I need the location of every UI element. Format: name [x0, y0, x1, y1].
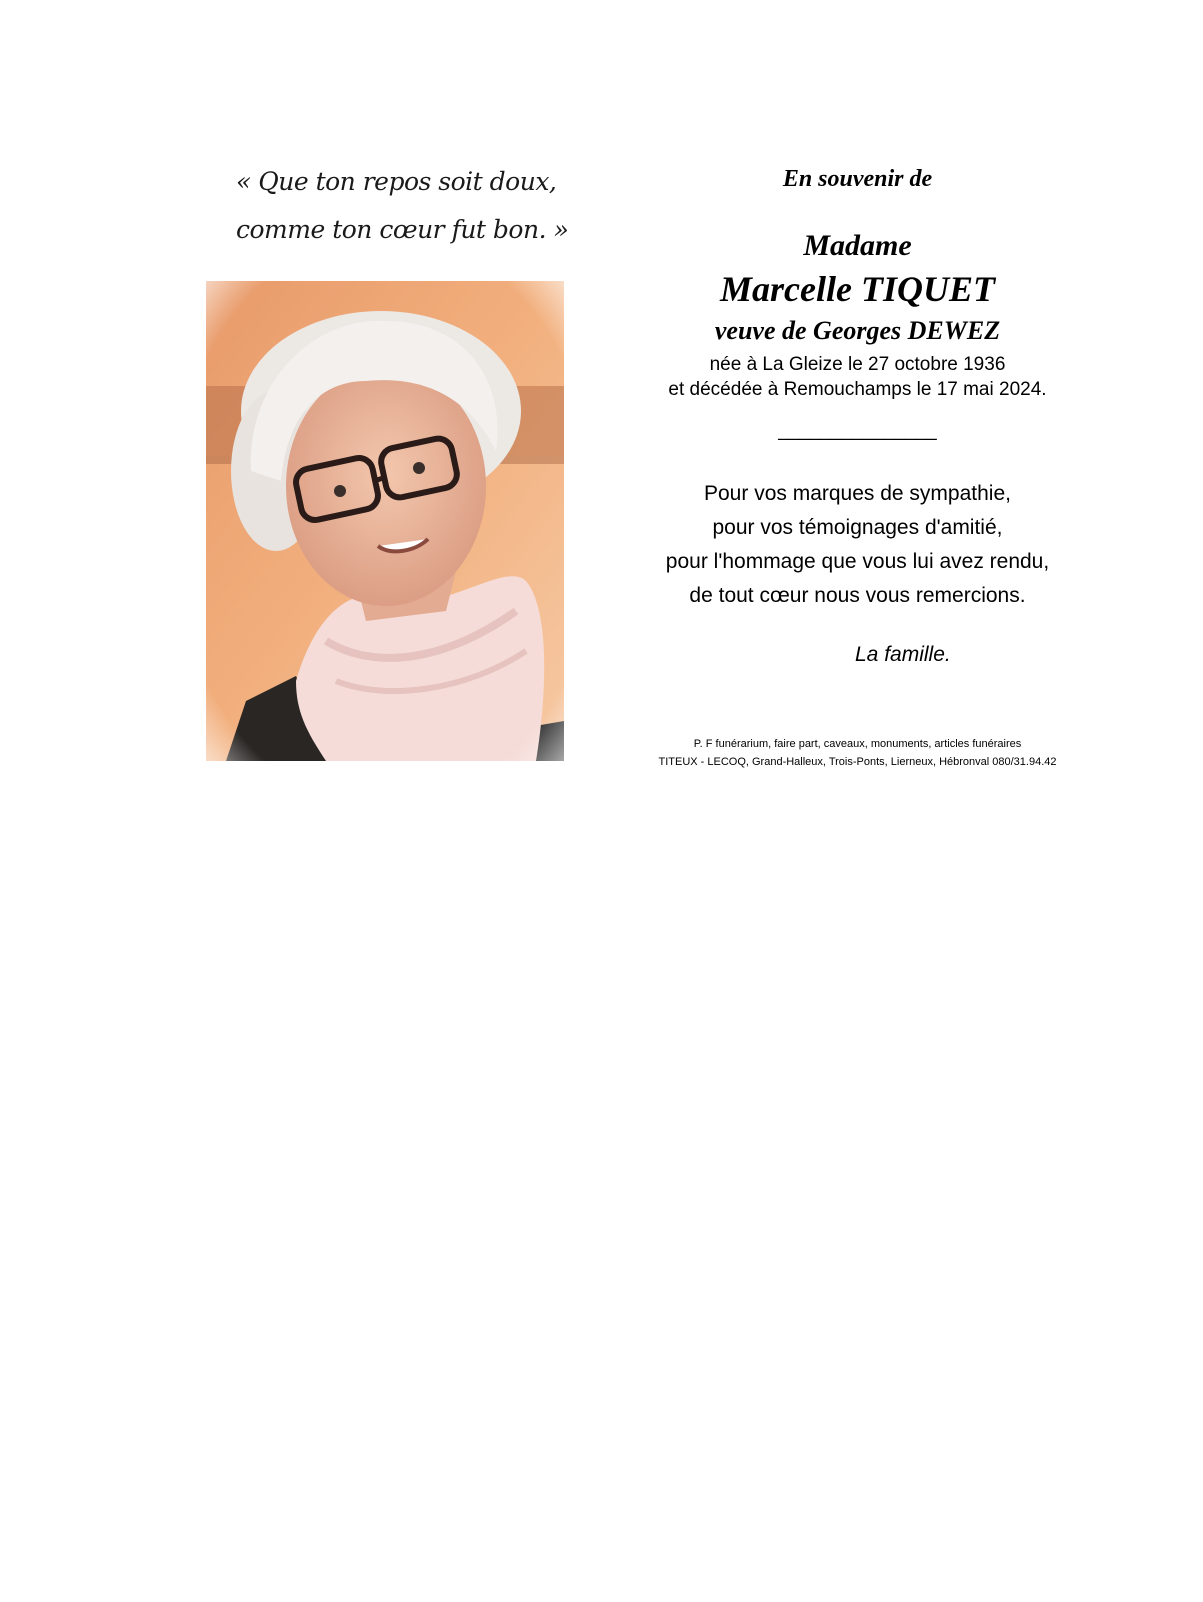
footer-line-2: TITEUX - LECOQ, Grand-Halleux, Trois-Ponts, Lierneux, Hébronval 080/31.94.42 [658, 756, 1057, 768]
thanks-line: Pour vos marques de sympathie, [704, 482, 1011, 505]
portrait-photo [206, 281, 564, 761]
thanks-line: de tout cœur nous vous remercions. [689, 584, 1026, 607]
life-dates [640, 352, 1075, 402]
deceased-name: Marcelle TIQUET [720, 269, 995, 309]
footer-line-1: P. F funérarium, faire part, caveaux, monuments, articles funéraires [693, 738, 1022, 750]
widow-of: veuve de Georges DEWEZ [714, 316, 1001, 345]
honorific: Madame [803, 229, 912, 262]
epitaph-quote [236, 158, 569, 254]
quote-line-2: comme ton cœur fut bon. » [236, 215, 569, 244]
souvenir-heading: En souvenir de [782, 166, 933, 192]
family-signature: La famille. [855, 643, 951, 666]
separator-line: _______________ [778, 420, 937, 441]
thanks-line: pour l'hommage que vous lui avez rendu, [665, 550, 1050, 573]
funeral-home-footer [640, 735, 1075, 771]
thanks-line: pour vos témoignages d'amitié, [712, 516, 1003, 539]
thanks-message [640, 477, 1075, 613]
death-line: et décédée à Remouchamps le 17 mai 2024. [668, 379, 1047, 400]
birth-line: née à La Gleize le 27 octobre 1936 [709, 354, 1006, 375]
quote-line-1: « Que ton repos soit doux, [236, 167, 557, 196]
